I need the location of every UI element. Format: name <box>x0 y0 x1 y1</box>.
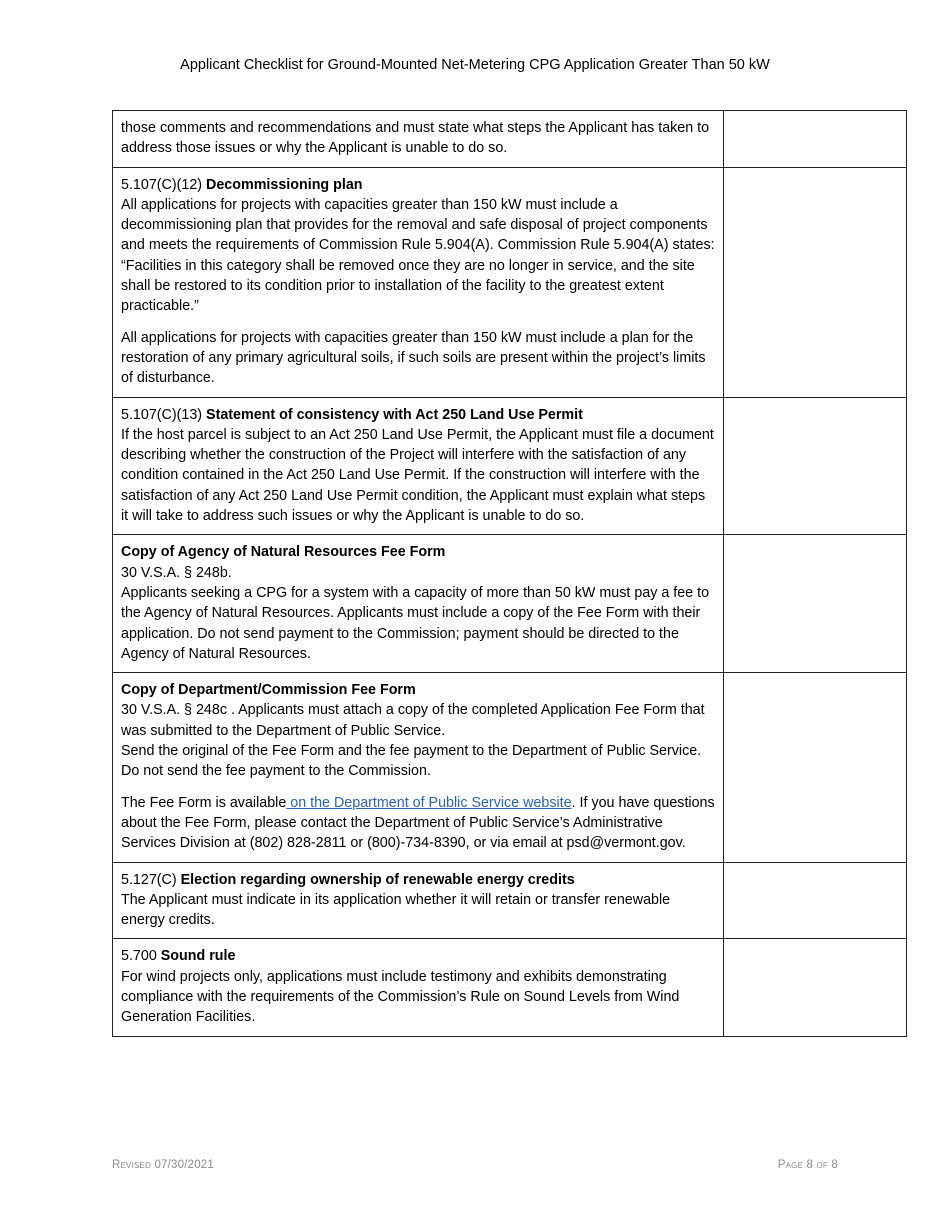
requirement-paragraph: those comments and recommendations and must state what steps the Applicant has taken to address those issues or why the Applicant is unable to do so. <box>121 120 710 157</box>
link-text-before: The Fee Form is available <box>121 794 287 811</box>
footer-revised-date: Revised 07/30/2021 <box>112 1159 214 1171</box>
requirement-cell <box>113 111 724 168</box>
requirement-title: Decommissioning plan <box>206 176 363 193</box>
requirement-title: Copy of Department/Commission Fee Form <box>121 682 416 699</box>
fee-form-link-paragraph <box>121 793 715 854</box>
requirement-heading <box>121 680 715 700</box>
rule-number: 5.700 <box>121 948 161 965</box>
rule-number: 5.107(C)(13) <box>121 406 207 423</box>
requirement-title: Election regarding ownership of renewable energy credits <box>180 871 575 888</box>
checkbox-cell[interactable] <box>724 673 907 862</box>
requirement-paragraph: If the host parcel is subject to an Act 250 Land Use Permit, the Applicant must file a document describing whether the construction of the Project will interfere with the satisfaction of any condition contained in the Act 250 Land Use Permit. If the construction will interfere with the satisfaction of any Act 250 Land Use Permit condition, the Applicant must explain what steps it will take to address such issues or why the Applicant is unable to do so. <box>121 426 714 525</box>
requirement-paragraph: All applications for projects with capacities greater than 150 kW must include a decommissioning plan that provides for the removal and safe disposal of project components and meets the requirements of Commission Rule 5.904(A). Commission Rule 5.904(A) states: “Facilities in this category shall be removed once they are no longer in service, and the site shall be restored to its condition prior to installation of the facility to the greatest extent practicable.” <box>121 196 715 315</box>
checklist-table-wrapper <box>112 110 874 1037</box>
requirement-heading <box>121 405 715 425</box>
checkbox-cell[interactable] <box>724 397 907 535</box>
link-text-after: . If you have questions about the Fee Form, please contact the Department of Public Service’s Administrative Services Division at (802) 828-2811 or (800)-734-8390, or via email at psd@vermont.gov. <box>121 794 715 852</box>
requirement-paragraph: Send the original of the Fee Form and the fee payment to the Department of Public Service. Do not send the fee payment to the Commission. <box>121 743 702 780</box>
requirement-cell <box>113 397 724 535</box>
checklist-table-body <box>113 111 907 1037</box>
requirement-cell <box>113 167 724 397</box>
checkbox-cell[interactable] <box>724 939 907 1036</box>
requirement-heading <box>121 870 715 890</box>
table-row <box>113 397 907 535</box>
requirement-title: Sound rule <box>160 948 236 965</box>
requirement-title: Copy of Agency of Natural Resources Fee Form <box>121 544 446 561</box>
requirement-paragraph: All applications for projects with capacities greater than 150 kW must include a plan for the restoration of any primary agricultural soils, if such soils are present within the project’s limits of disturbance. <box>121 329 706 387</box>
statute-reference: 30 V.S.A. § 248c . Applicants must attach a copy of the completed Application Fee Form that was submitted to the Department of Public Service. <box>121 702 705 739</box>
requirement-cell <box>113 939 724 1036</box>
requirement-heading <box>121 175 715 195</box>
department-of-public-service-website-link[interactable]: on the Department of Public Service website <box>286 794 572 811</box>
requirement-cell <box>113 535 724 673</box>
table-row <box>113 111 907 168</box>
page-title: Applicant Checklist for Ground-Mounted Net-Metering CPG Application Greater Than 50 kW <box>180 57 770 73</box>
table-row <box>113 673 907 862</box>
checkbox-cell[interactable] <box>724 111 907 168</box>
table-row <box>113 535 907 673</box>
checkbox-cell[interactable] <box>724 167 907 397</box>
requirement-paragraph: The Applicant must indicate in its application whether it will retain or transfer renewable energy credits. <box>121 891 671 929</box>
checklist-table <box>112 110 907 1037</box>
table-row <box>113 862 907 939</box>
rule-number: 5.107(C)(12) <box>121 176 207 193</box>
requirement-cell <box>113 862 724 939</box>
footer-page-number: Page 8 of 8 <box>777 1159 838 1171</box>
page-footer <box>112 1155 838 1175</box>
requirement-cell <box>113 673 724 862</box>
table-row <box>113 939 907 1036</box>
requirement-paragraph: For wind projects only, applications must include testimony and exhibits demonstrating compliance with the requirements of the Commission’s Rule on Sound Levels from Wind Generation Facilities. <box>121 968 680 1026</box>
checkbox-cell[interactable] <box>724 862 907 939</box>
requirement-paragraph: Applicants seeking a CPG for a system with a capacity of more than 50 kW must pay a fee to the Agency of Natural Resources. Applicants must include a copy of the Fee Form with their application. Do not send payment to the Commission; payment should be directed to the Agency of Natural Resources. <box>121 584 710 662</box>
statute-reference: 30 V.S.A. § 248b. <box>121 564 232 581</box>
requirement-heading <box>121 946 715 966</box>
rule-number: 5.127(C) <box>121 871 181 888</box>
checkbox-cell[interactable] <box>724 535 907 673</box>
requirement-heading <box>121 542 715 562</box>
requirement-title: Statement of consistency with Act 250 Land Use Permit <box>206 406 583 423</box>
table-row <box>113 167 907 397</box>
